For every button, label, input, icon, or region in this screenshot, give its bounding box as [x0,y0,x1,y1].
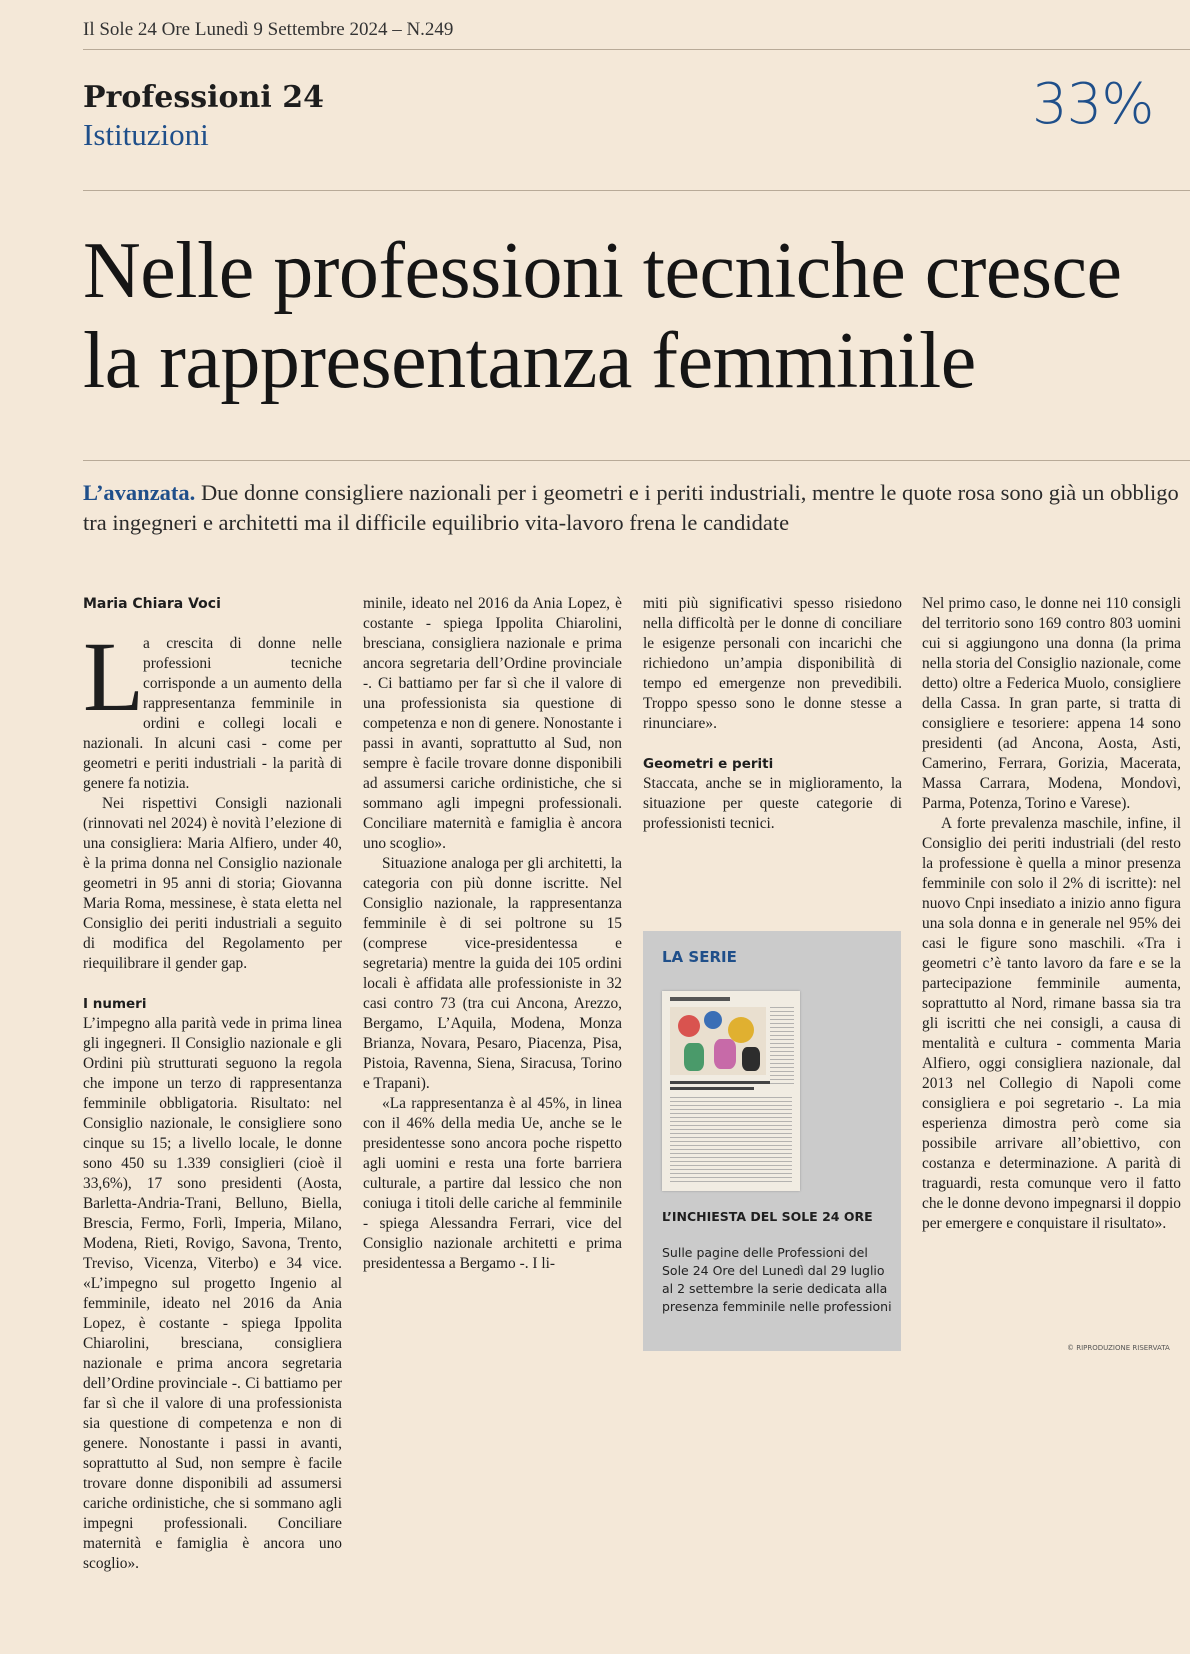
byline: Maria Chiara Voci [83,596,221,612]
series-label: LA SERIE [662,948,737,966]
article-paragraph: L’impegno alla parità vede in prima linea gli ingegneri. Il Consiglio nazionale e gli Ordini più strutturati seguono la regola che impone un terzo di rappresentanza femminile obbligatoria. Risultato: nel Consiglio nazionale, le consigliere sono cinque su 15; a livello locale, le donne sono 450 su 1.339 consiglieri (cioè il 33,6%), 17 sono presidenti (Aosta, Barletta-Andria-Trani, Belluno, Biella, Brescia, Fermo, Forlì, Imperia, Milano, Modena, Rieti, Rovigo, Savona, Trento, Treviso, Vicenza, Viterbo) e 34 vice. «L’impegno sul progetto Ingenio al femminile, ideato nel 2016 da Ania Lopez, è costante - spiega Ippolita Chiarolini, bresciana, consigliera nazionale e prima ancora segretaria dell’Ordine provinciale -. Ci battiamo per far sì che il valore di una professionista sia questione di competenza e non di genere. Nonostante i passi in avanti, soprattutto al Sud, non sempre è facile trovare donne disponibili ad assumersi cariche ordinistiche, che si sommano agli impegni professionali. Conciliare maternità e famiglia è ancora uno scoglio». [83,1015,342,1572]
divider [83,460,1190,461]
article-paragraph: Nel primo caso, le donne nei 110 consigli del territorio sono 169 contro 803 uomini cui si aggiungono una donna (la prima nella storia del Consiglio nazionale, come detto) oltre a Federica Muolo, consigliere della Cassa. In gran parte, si tratta di consigliere e tesoriere: appena 14 sono presidenti (ad Ancona, Aosta, Asti, Camerino, Ferrara, Gorizia, Macerata, Massa Carrara, Modena, Mondovì, Parma, Potenza, Torino e Varese). [922,595,1181,812]
standfirst-kicker: L’avanzata. [83,480,196,505]
masthead: Il Sole 24 Ore Lunedì 9 Settembre 2024 – N.249 [83,19,1190,50]
article-paragraph: Nei rispettivi Consigli nazionali (rinnovati nel 2024) è novità l’elezione di una consigliera: Maria Alfiero, under 40, è la prima donna nel Consiglio nazionale geometri in 95 anni di storia; Giovanna Maria Roma, messinese, è stata eletta nel Consiglio dei periti industriali a seguito di modifica del Regolamento per riequilibrare il gender gap. [83,795,342,972]
article-paragraph-continued: minile, ideato nel 2016 da Ania Lopez, è costante - spiega Ippolita Chiarolini, bresciana, consigliera nazionale e prima ancora segretaria dell’Ordine provinciale -. Ci battiamo per far sì che il valore di una professionista sia questione di competenza e non di genere. Nonostante i passi in avanti, soprattutto al Sud, non sempre è facile trovare donne disponibili ad assumersi cariche ordinistiche, che si sommano agli impegni professionali. Conciliare maternità e famiglia è ancora uno scoglio». [363,595,622,852]
headline [83,226,1190,406]
divider [83,190,1190,191]
headline-line-1: Nelle professioni tecniche cresce [83,227,1122,315]
subheading: Geometri e periti [643,756,774,772]
section-title: Professioni 24 [83,80,324,115]
section-subtitle: Istituzioni [83,117,209,152]
article-paragraph: Staccata, anche se in miglioramento, la situazione per queste categorie di professionisti tecnici. [643,775,902,832]
stat-value: 33% [1032,72,1154,137]
article-paragraph: Situazione analoga per gli architetti, la categoria con più donne iscritte. Nel Consiglio nazionale, la rappresentanza femminile è di sei poltrone su 15 (comprese vice-presidentessa e segretaria) mentre la guida dei 105 ordini locali è affidata alle professioniste in 32 casi contro 73 (tra cui Ancona, Arezzo, Bergamo, L’Aquila, Modena, Monza Brianza, Novara, Pesaro, Piacenza, Pisa, Pistoia, Ravenna, Siena, Siracusa, Torino e Trapani). [363,855,622,1092]
subheading: I numeri [83,996,147,1012]
newspaper-page-thumbnail [662,991,800,1191]
article-paragraph: «La rappresentanza è al 45%, in linea con il 46% della media Ue, anche se le presidentesse sono ancora poche rispetto agli uomini e resta una forte barriera culturale, a partire dal lessico che non coniuga i titoli delle cariche al femminile - spiega Alessandra Ferrari, vice del Consiglio nazionale architetti e prima presidentessa a Bergamo -. I li- [363,1095,622,1272]
drop-cap: L [83,621,145,732]
series-title: L’INCHIESTA DEL SOLE 24 ORE [662,1209,873,1224]
series-description: Sulle pagine delle Professioni del Sole 24 Ore del Lunedì dal 29 luglio al 2 settembre la serie dedicata alla presenza femminile nelle professioni [662,1245,892,1314]
article-paragraph: L a crescita di donne nelle professioni tecniche corrisponde a un aumento della rappresentanza femminile in ordini e collegi locali e nazionali. In alcuni casi - come per geometri e periti industriali - la parità di genere fa notizia. [83,621,342,792]
article-paragraph: A forte prevalenza maschile, infine, il Consiglio dei periti industriali (del resto la professione è quella a minor presenza femminile con solo il 2% di iscritte): nel nuovo Cnpi insediato a inizio anno figura una sola donna e in generale nel 95% dei casi le figure sono maschili. «Tra i geometri c’è tanto lavoro da fare e se la partecipazione femminile aumenta, soprattutto al Nord, rimane bassa sia tra gli iscritti che nei consigli, a causa di mentalità e cultura - commenta Maria Alfiero, oggi consigliera nazionale, dal 2013 nel Collegio di Napoli come consigliera e poi segretario -. La mia esperienza dimostra però come sia possibile arrivare all’obiettivo, con costanza e determinazione. A parità di traguardi, resta comunque vero il fatto che le donne devono impegnarsi il doppio per emergere e conquistare il risultato». [922,815,1181,1232]
article-column-3 [643,594,902,834]
article-paragraph-continued: miti più significativi spesso risiedono nella difficoltà per le donne di conciliare le esigenze personali con incarichi che richiedono un’ampia disponibilità di tempo ed emergenze non prevedibili. Troppo spesso sono le donne stesse a rinunciare». [643,595,902,732]
illustration [670,1007,766,1075]
article-column-2 [363,594,622,1274]
article-column-4 [922,594,1181,1234]
section-header [83,80,324,153]
copyright-notice: © RIPRODUZIONE RISERVATA [1067,1344,1170,1352]
standfirst [83,478,1183,538]
headline-line-2: la rappresentanza femminile [83,317,976,405]
standfirst-text: Due donne consigliere nazionali per i geometri e i periti industriali, mentre le quote rosa sono già un obbligo tra ingegneri e architetti ma il difficile equilibrio vita-lavoro frena le candidate [83,480,1179,535]
series-box [643,931,901,1351]
article-column-1 [83,594,342,1654]
